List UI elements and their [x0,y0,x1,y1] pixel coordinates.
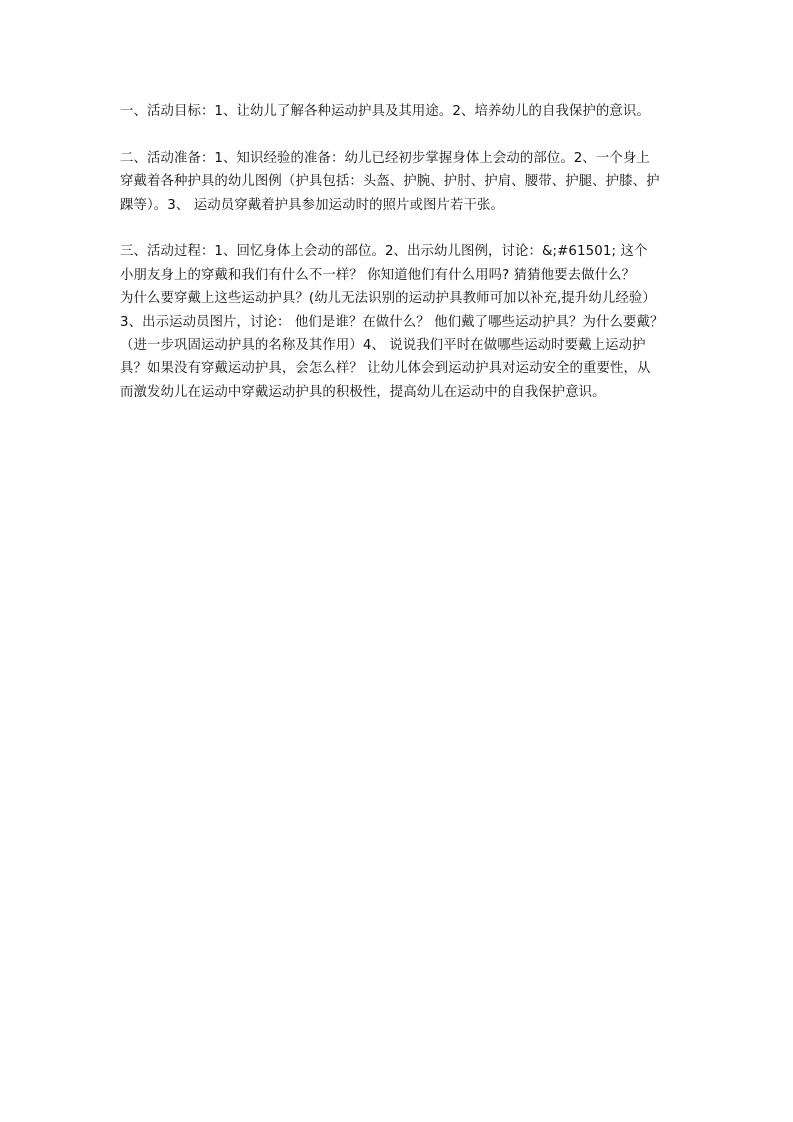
text-line: 3、出示运动员图片，讨论： 他们是谁？在做什么？ 他们戴了哪些运动护具？为什么要戴？ [120,314,664,330]
text-line: 三、活动过程：1、回忆身体上会动的部位。2、出示幼儿图例，讨论：&;#61501; 这个 [120,244,648,260]
text-line: （进一步巩固运动护具的名称及其作用）4、 说说我们平时在做哪些运动时要戴上运动护 [120,338,646,354]
paragraph-activity-goals [120,100,680,123]
text-line: 而激发幼儿在运动中穿戴运动护具的积极性，提高幼儿在运动中的自我保护意识。 [120,384,606,400]
text-line: 穿戴着各种护具的幼儿图例（护具包括：头盔、护腕、护肘、护肩、腰带、护腿、护膝、护 [120,174,660,190]
text-line: 一、活动目标：1、让幼儿了解各种运动护具及其用途。2、培养幼儿的自我保护的意识。 [120,104,650,119]
document-page [120,100,680,404]
text-line: 具？如果没有穿戴运动护具，会怎么样？ 让幼儿体会到运动护具对运动安全的重要性，从 [120,361,651,377]
text-line: 为什么要穿戴上这些运动护具？(幼儿无法识别的运动护具教师可加以补充,提升幼儿经验） [120,291,656,307]
text-line: 二、活动准备：1、知识经验的准备：幼儿已经初步掌握身体上会动的部位。2、一个身上 [120,150,650,166]
paragraph-activity-preparation [120,147,680,217]
text-line: 踝等）。3、 运动员穿戴着护具参加运动时的照片或图片若干张。 [120,197,505,213]
paragraph-activity-process [120,240,680,404]
text-line: 小朋友身上的穿戴和我们有什么不一样？ 你知道他们有什么用吗? 猜猜他要去做什么？ [120,267,636,283]
